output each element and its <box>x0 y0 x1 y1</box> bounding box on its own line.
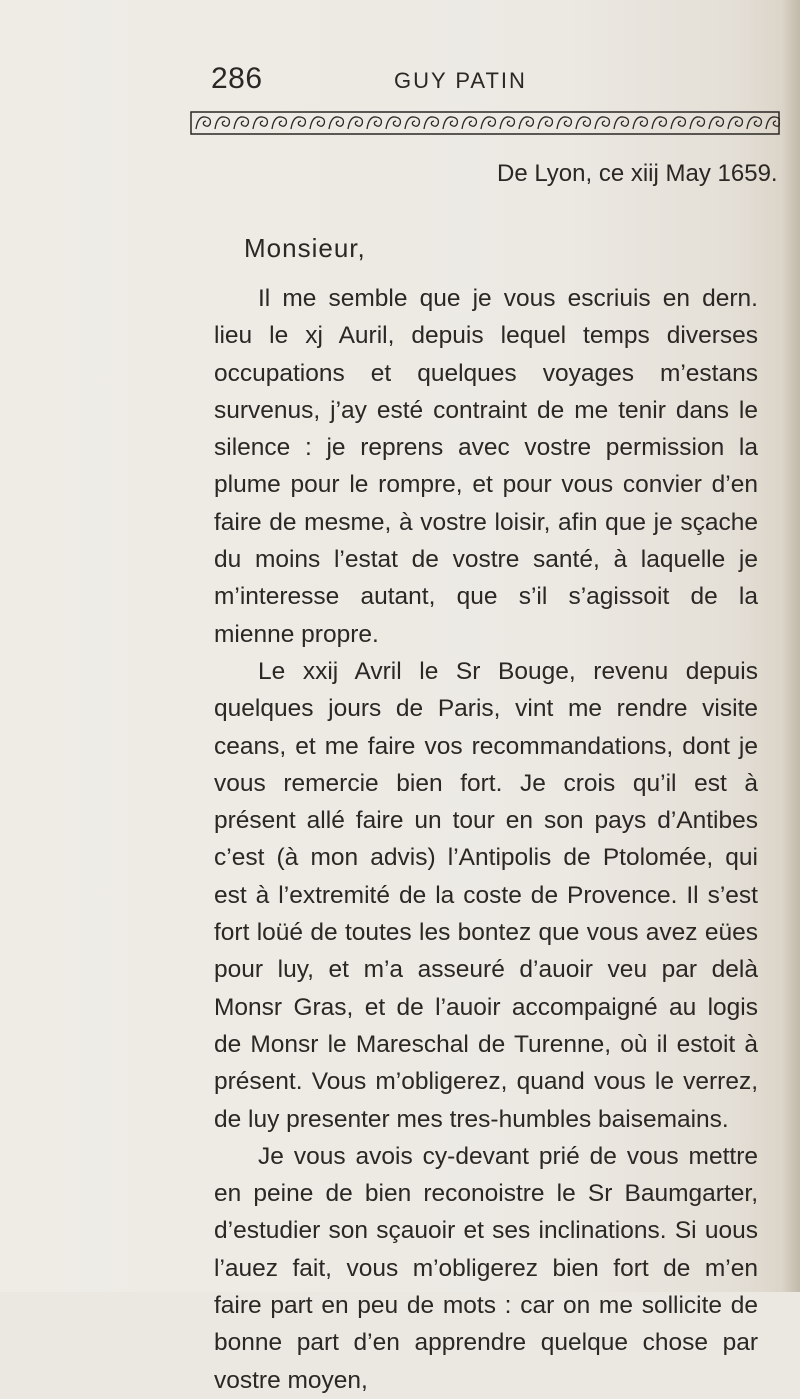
letter-dateline: De Lyon, ce xiij May 1659. <box>497 160 778 187</box>
letter-paragraph: Je vous avois cy-devant prié de vous mettre en peine de bien reconoistre le Sr Baumgarter, d’estudier son sçauoir et ses inclinations. Si uous l’auez fait, vous m’obligerez bien fort de m’en faire part en peu de mots : car on me sollicite de bonne part d’en apprendre quelque chose par vostre moyen, <box>214 1142 758 1394</box>
ornamental-band-icon <box>190 110 780 136</box>
page-number: 286 <box>211 62 263 95</box>
letter-salutation: Monsieur, <box>244 233 366 263</box>
running-head: GUY PATIN <box>394 68 527 93</box>
letter-body <box>214 280 758 1399</box>
page-edge-shadow <box>782 0 800 1292</box>
letter-paragraph: Le xxij Avril le Sr Bouge, revenu depuis quelques jours de Paris, vint me rendre visite ceans, et me faire vos recommandations, dont je vous remercie bien fort. Je crois qu’il est à présent allé faire un tour en son pays d’Antibes c’est (à mon advis) l’Antipolis de Ptolomée, qui est à l’extremité de la coste de Provence. Il s’est fort loüé de toutes les bontez que vous avez eües pour luy, et m’a asseuré d’auoir veu par delà Monsr Gras, et de l’auoir accompaigné au logis de Monsr le Mareschal de Turenne, où il estoit à présent. Vous m’obligerez, quand vous le verrez, de luy presenter mes tres-humbles baisemains. <box>214 657 758 1133</box>
letter-paragraph: Il me semble que je vous escriuis en dern. lieu le xj Auril, depuis lequel temps diverses occupations et quelques voyages m’estans survenus, j’ay esté contraint de me tenir dans le silence : je reprens avec vostre permission la plume pour le rompre, et pour vous convier d’en faire de mesme, à vostre loisir, afin que je sçache du moins l’estat de vostre santé, à laquelle je m’interesse autant, que s’il s’agissoit de la mienne propre. <box>214 285 758 648</box>
page-header <box>0 62 800 102</box>
